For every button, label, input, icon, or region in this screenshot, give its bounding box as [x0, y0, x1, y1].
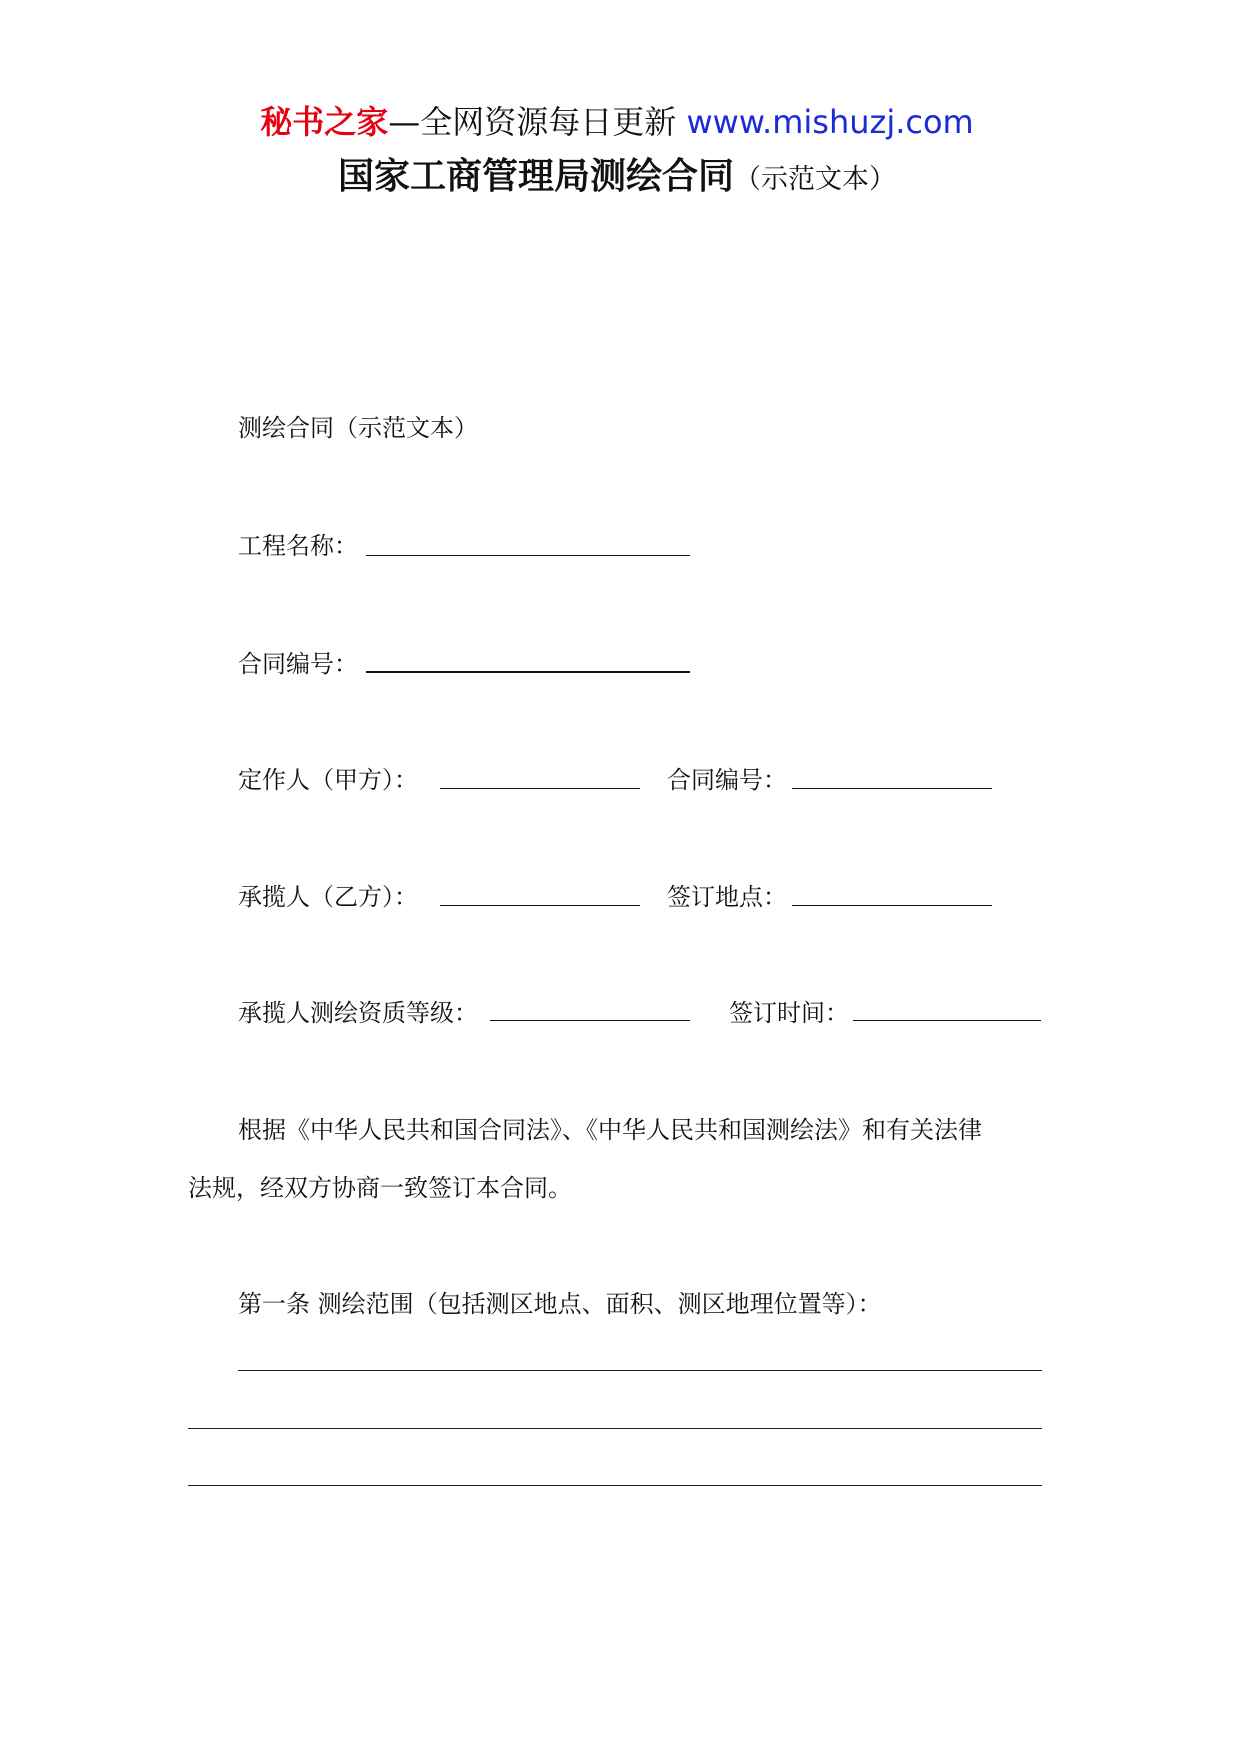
sign-place-label: 签订地点： — [667, 883, 787, 911]
party-a-field[interactable] — [440, 788, 640, 789]
article-1-text: 测绘范围（包括测区地点、面积、测区地理位置等）： — [317, 1290, 882, 1318]
party-a-label: 定作人（甲方）： — [238, 766, 418, 794]
article-1-number: 第一条 — [238, 1290, 310, 1318]
document-title-note: （示范文本） — [734, 164, 896, 195]
document-title-main: 国家工商管理局测绘合同 — [337, 156, 734, 197]
site-url-link[interactable]: www.mishuzj.com — [686, 103, 974, 141]
qualification-label: 承揽人测绘资质等级： — [238, 999, 478, 1027]
project-name-label: 工程名称： — [238, 532, 358, 560]
party-b-field[interactable] — [440, 905, 640, 906]
article-1-blank-line-3[interactable] — [188, 1485, 1042, 1486]
document-title — [0, 152, 1234, 205]
preamble-line-1: 根据《中华人民共和国合同法》、《中华人民共和国测绘法》和有关法律 — [238, 1116, 982, 1144]
preamble-line-2: 法规，经双方协商一致签订本合同。 — [188, 1174, 572, 1202]
contract-number-field-2[interactable] — [792, 788, 992, 789]
party-b-label: 承揽人（乙方）： — [238, 883, 418, 911]
contract-number-label: 合同编号： — [238, 650, 358, 678]
contract-number-label-2: 合同编号： — [667, 766, 787, 794]
sign-place-field[interactable] — [792, 905, 992, 906]
contract-number-field[interactable] — [366, 671, 690, 673]
qualification-field[interactable] — [490, 1020, 690, 1021]
contract-subtitle: 测绘合同（示范文本） — [238, 414, 478, 442]
project-name-field[interactable] — [366, 555, 690, 556]
sign-time-field[interactable] — [853, 1020, 1041, 1021]
article-1-blank-line-1[interactable] — [238, 1370, 1042, 1371]
site-banner — [0, 100, 1234, 144]
article-1-blank-line-2[interactable] — [188, 1428, 1042, 1429]
sign-time-label: 签订时间： — [729, 999, 849, 1027]
article-1-heading — [238, 1286, 882, 1322]
site-name: 秘书之家 — [260, 103, 389, 141]
site-tagline: —全网资源每日更新 — [388, 103, 677, 141]
